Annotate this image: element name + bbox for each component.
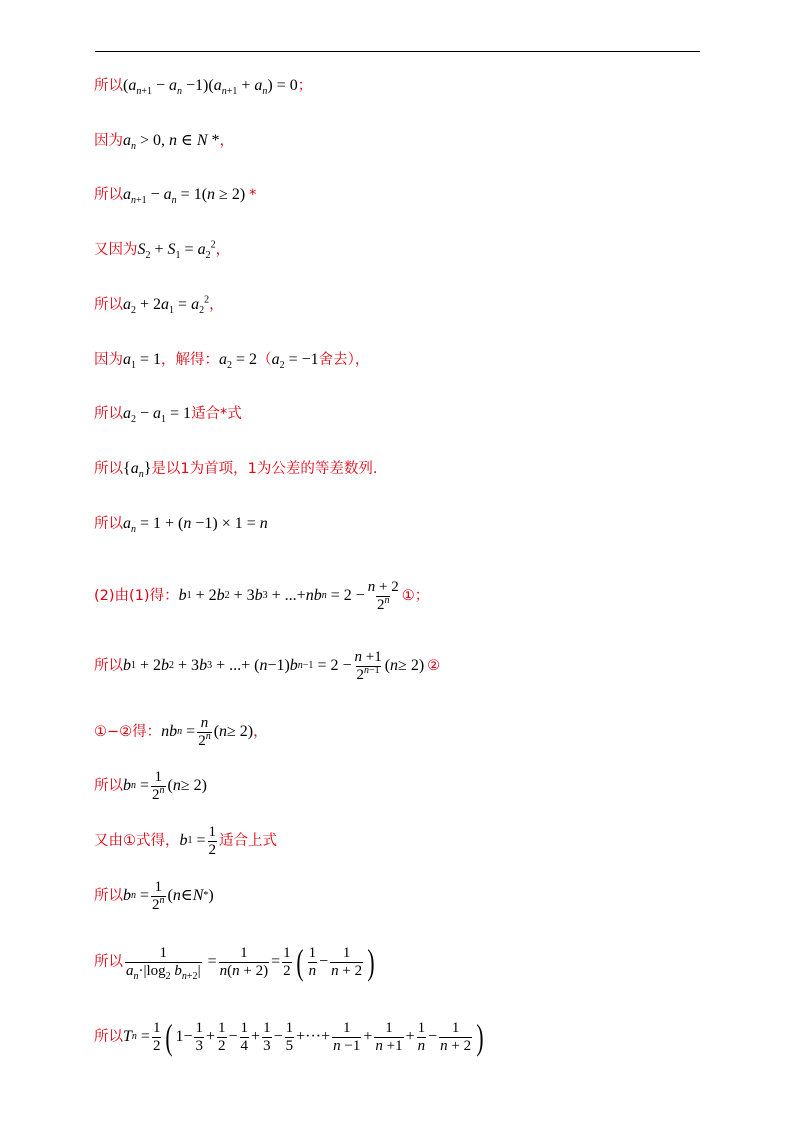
line-17 — [94, 1017, 486, 1057]
line-8-suffix: 是以1为首项，1为公差的等差数列. — [151, 461, 378, 477]
line-15-expr: b n = $\frac{1}{2^n}$ ( n ∈ N * ) — [123, 878, 214, 913]
line-7-suffix: 适合*式 — [191, 406, 242, 422]
line-9-expr: $a_n = 1 + (n -1) \times 1 = n$ — [123, 515, 268, 536]
line-10-suffix: ①； — [401, 588, 430, 604]
line-7-prefix: 所以 — [94, 406, 123, 422]
line-15-prefix: 所以 — [94, 888, 123, 904]
line-6-expr1: $a_1 = 1$ — [123, 351, 162, 372]
line-2-suffix: ， — [219, 133, 235, 149]
line-5-expr: $a_2 + 2a_1 = a_2^2$ — [123, 294, 210, 317]
line-7-expr: $a_2 - a_1 = 1$ — [123, 405, 192, 426]
line-9 — [94, 514, 268, 534]
line-3 — [94, 185, 256, 205]
line-9-prefix: 所以 — [94, 516, 123, 532]
line-14-suffix: 适合上式 — [219, 833, 278, 849]
line-3-suffix: * — [249, 187, 257, 203]
line-14-prefix: 又由①式得， — [94, 833, 180, 849]
line-17-expr: T n = $\frac{1}{2}$ ( 1− $\frac{1}{3}$ + $\frac{1}{2}$ − $\frac{1}{4}$ + $\frac{1}{3}$ − $\frac{1}{5}$ +···+ $\frac{1}{n -1}$ + $\frac{1}{n +1}$ + $\frac{1}{n}$ − $\frac{1}{n + 2}$ ) — [123, 1017, 484, 1057]
line-14 — [94, 823, 277, 859]
line-1 — [94, 76, 312, 96]
line-5 — [94, 295, 224, 315]
line-2 — [94, 131, 234, 151]
line-4-suffix: ， — [215, 242, 231, 258]
line-6-suffix: 舍去）， — [318, 352, 370, 368]
line-4-prefix: 又因为 — [94, 242, 138, 258]
line-10 — [94, 578, 429, 614]
line-8 — [94, 459, 377, 479]
line-1-expr: $(a_{n+1} - a_n -1)(a_{n+1} + a_n) = 0$ — [123, 77, 298, 98]
line-16-expr: $\frac{1}{a_n\cdot|\log_2 b_{n+2}|}$ = $\frac{1}{n(n + 2)}$ = $\frac{1}{2}$ ( $\frac{1}{n}$ − $\frac{1}{n + 2}$ ) — [126, 942, 375, 982]
line-2-expr: $a_n > 0$, n ∈ N * — [123, 132, 220, 153]
line-5-prefix: 所以 — [94, 297, 123, 313]
line-10-prefix: (2)由(1)得： — [94, 588, 179, 604]
line-11 — [94, 648, 440, 684]
line-6-prefix: 因为 — [94, 352, 123, 368]
line-12-prefix: ①−②得： — [94, 724, 162, 740]
line-14-expr: b 1 = $\frac{1}{2}$ — [179, 823, 217, 858]
header-rule — [95, 51, 700, 52]
line-17-prefix: 所以 — [94, 1029, 123, 1045]
line-3-prefix: 所以 — [94, 187, 123, 203]
line-6-mid1: ，解得： — [161, 352, 220, 368]
line-5-suffix: ， — [209, 297, 224, 313]
line-4-expr: $S_2 + S_1 = a_2^2$ — [137, 239, 216, 262]
line-4 — [94, 240, 230, 260]
line-7 — [94, 404, 242, 424]
line-15 — [94, 878, 214, 914]
line-6 — [94, 350, 369, 370]
line-6-expr3: $a_2 = -1$ — [271, 351, 319, 372]
line-13 — [94, 768, 207, 804]
line-1-suffix: ； — [297, 78, 313, 94]
line-10-expr: b 1 + 2 b 2 + 3 b 3 + ...+ nb n = 2 − $\frac{n + 2}{2^n}$ — [178, 578, 399, 613]
line-3-expr: $a_{n+1} - a_n = 1(n \ge 2)$ — [123, 186, 246, 207]
line-11-suffix: ② — [427, 658, 441, 674]
line-6-expr2: $a_2 = 2$ — [219, 351, 258, 372]
line-8-prefix: 所以 — [94, 461, 123, 477]
line-2-prefix: 因为 — [94, 133, 123, 149]
line-11-prefix: 所以 — [94, 658, 123, 674]
line-12 — [94, 714, 268, 750]
line-12-expr: nb n = $\frac{n}{2^n}$ ( n ≥ 2) — [161, 714, 254, 749]
line-1-prefix: 所以 — [94, 78, 123, 94]
line-11-expr: b 1 + 2 b 2 + 3 b 3 + ...+ ( n −1) b n−1 = 2 − $\frac{n +1}{2^{n-1}}$ ( n ≥ 2) — [123, 648, 425, 683]
line-13-prefix: 所以 — [94, 778, 123, 794]
line-6-mid2: （ — [257, 352, 272, 368]
line-8-expr: $\{a_n\}$ — [123, 460, 152, 481]
line-16 — [94, 942, 377, 982]
line-12-suffix: ， — [253, 724, 268, 740]
line-16-prefix: 所以 — [94, 954, 123, 970]
line-13-expr: b n = $\frac{1}{2^n}$ ( n ≥ 2) — [123, 768, 207, 803]
